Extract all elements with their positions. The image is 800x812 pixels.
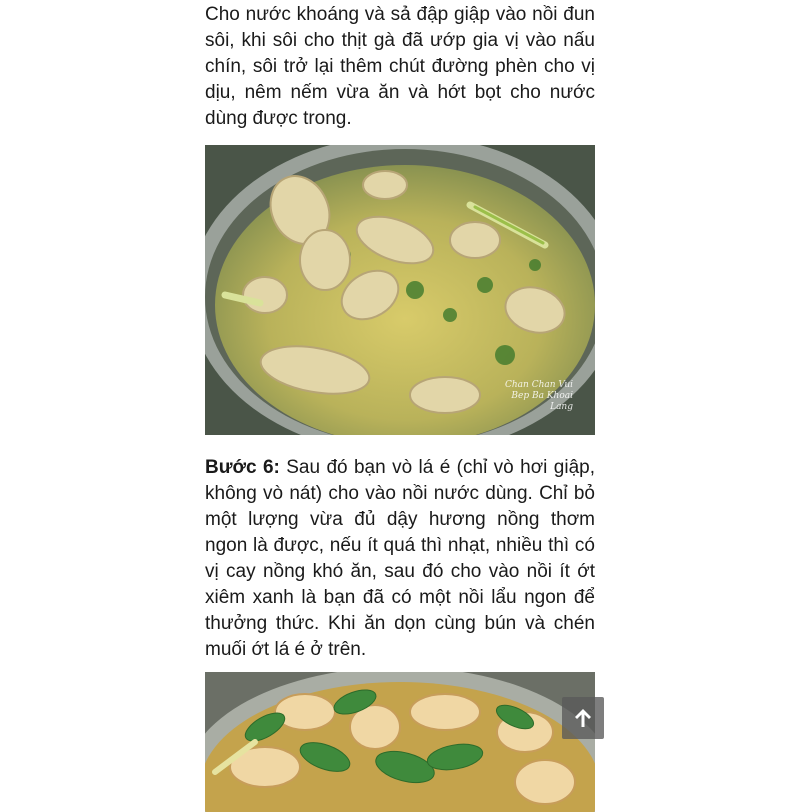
chicken-soup-photo — [205, 145, 595, 435]
chicken-hotpot-illustration — [205, 672, 595, 812]
intro-paragraph: Cho nước khoáng và sả đập giập vào nồi đun sôi, khi sôi cho thịt gà đã ướp gia vị vào nấu chín, sôi trở lại thêm chút đường phèn cho vị dịu, nêm nếm vừa ăn và hớt bọt cho nước dùng được trong. — [205, 4, 595, 129]
step6-text: Sau đó bạn vò lá é (chỉ vò hơi giập, không vò nát) cho vào nồi nước dùng. Chỉ bỏ một lượng vừa đủ dậy hương nồng thơm ngon là được, nếu ít quá thì nhạt, nhiều thì có vị cay nồng khó ăn, sau đó cho vào nồi ít ớt xiêm xanh là bạn đã có một nồi lẩu ngon để thưởng thức. Khi ăn dọn cùng bún và chén muối ớt lá é ở trên. — [205, 457, 595, 660]
chicken-hotpot-photo — [205, 672, 595, 812]
step-label: Bước 6: — [205, 457, 280, 478]
scroll-to-top-button[interactable] — [562, 697, 604, 739]
step6-paragraph — [205, 455, 595, 663]
arrow-up-icon — [571, 706, 595, 730]
photo-watermark: Chan Chan Vui Bep Ba Khoai Lang — [504, 380, 573, 412]
